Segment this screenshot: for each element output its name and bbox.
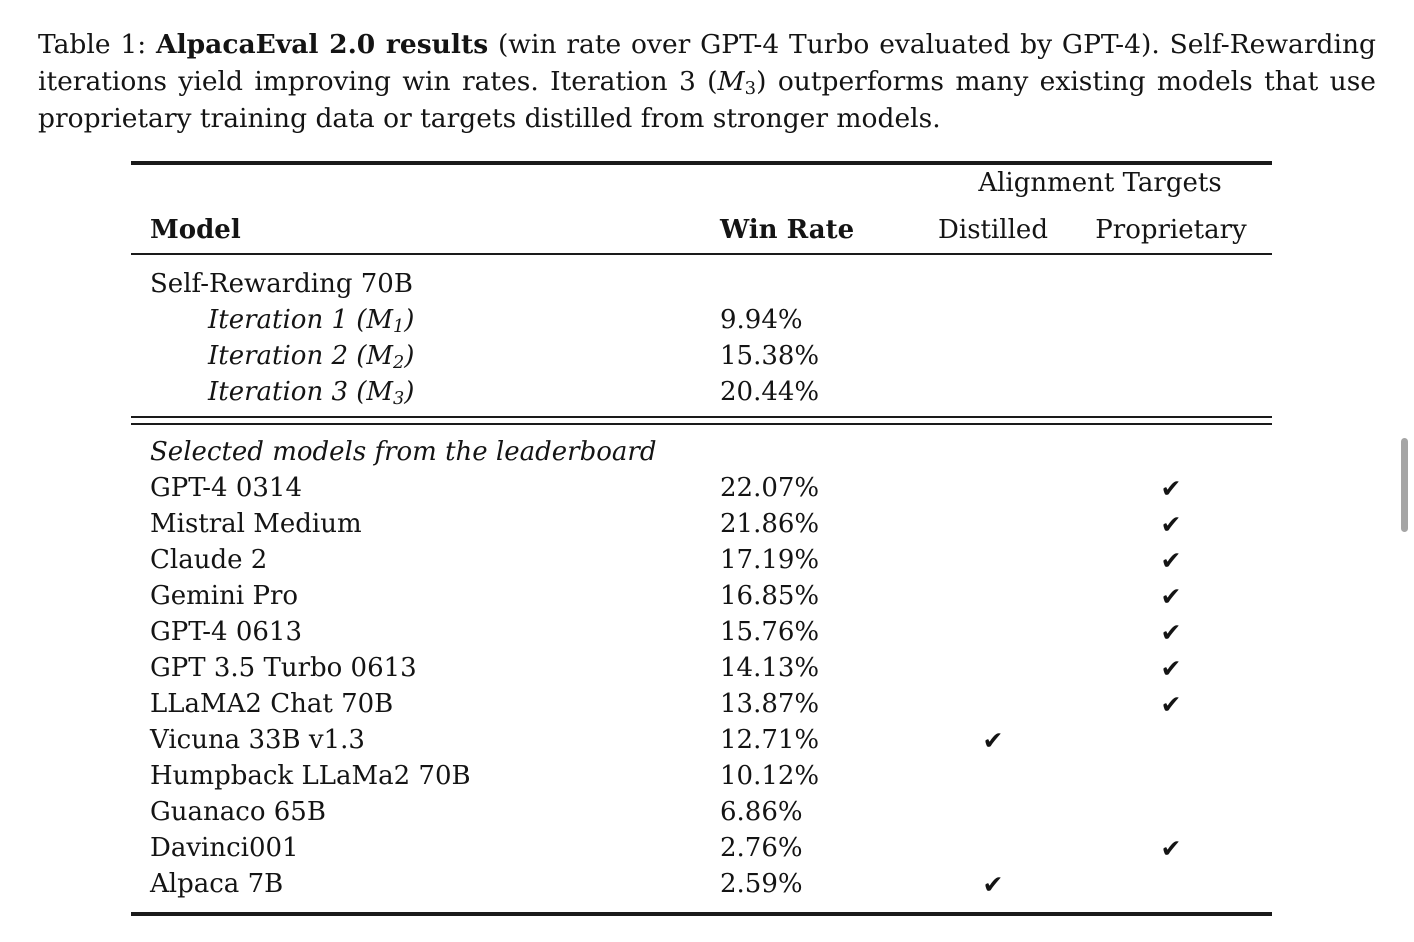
win-rate-value: 6.86% bbox=[720, 797, 803, 827]
table-row bbox=[131, 338, 1272, 374]
win-rate-value: 20.44% bbox=[720, 377, 820, 407]
caption-title: AlpacaEval 2.0 results bbox=[156, 29, 489, 60]
caption-m3-symbol: M bbox=[717, 66, 745, 97]
win-rate-value: 10.12% bbox=[720, 761, 820, 791]
model-name: Guanaco 65B bbox=[150, 797, 326, 827]
model-name: GPT-4 0613 bbox=[150, 617, 303, 647]
checkmark-icon: ✔ bbox=[1160, 833, 1182, 863]
column-header-win-rate: Win Rate bbox=[720, 215, 855, 245]
table-row bbox=[131, 758, 1272, 794]
table-row bbox=[131, 470, 1272, 506]
win-rate-value: 13.87% bbox=[720, 689, 820, 719]
caption-m3-subscript: 3 bbox=[744, 77, 757, 99]
table-row bbox=[131, 866, 1272, 902]
checkmark-icon: ✔ bbox=[1160, 617, 1182, 647]
table-bottom-rule bbox=[131, 912, 1272, 916]
group-label: Selected models from the leaderboard bbox=[150, 437, 657, 467]
table-row bbox=[131, 722, 1272, 758]
model-name: Iteration 2 $(M_2)$ bbox=[208, 341, 415, 373]
checkmark-icon: ✔ bbox=[1160, 689, 1182, 719]
table-row bbox=[131, 302, 1272, 338]
model-name: Vicuna 33B v1.3 bbox=[150, 725, 365, 755]
table-row bbox=[131, 614, 1272, 650]
section-leaderboard bbox=[131, 425, 1272, 912]
checkmark-icon: ✔ bbox=[982, 869, 1004, 899]
caption-body-2: ) outperforms many existing models that use proprietary training data or targets distilled from stronger models. bbox=[38, 66, 1376, 134]
checkmark-icon: ✔ bbox=[1160, 581, 1182, 611]
checkmark-icon: ✔ bbox=[982, 725, 1004, 755]
model-name: Iteration 3 $(M_3)$ bbox=[208, 377, 415, 409]
win-rate-value: 9.94% bbox=[720, 305, 803, 335]
table-row bbox=[131, 686, 1272, 722]
table-row bbox=[131, 266, 1272, 302]
win-rate-value: 14.13% bbox=[720, 653, 820, 683]
model-name: GPT 3.5 Turbo 0613 bbox=[150, 653, 417, 683]
model-name: Humpback LLaMa2 70B bbox=[150, 761, 471, 791]
win-rate-value: 17.19% bbox=[720, 545, 820, 575]
model-name: Mistral Medium bbox=[150, 509, 362, 539]
model-name: Gemini Pro bbox=[150, 581, 299, 611]
checkmark-icon: ✔ bbox=[1160, 545, 1182, 575]
table-caption bbox=[38, 26, 1376, 137]
column-group-header-alignment-targets: Alignment Targets bbox=[978, 168, 1222, 198]
model-name: Davinci001 bbox=[150, 833, 299, 863]
checkmark-icon: ✔ bbox=[1160, 473, 1182, 503]
checkmark-icon: ✔ bbox=[1160, 509, 1182, 539]
table-row bbox=[131, 794, 1272, 830]
table-header bbox=[131, 165, 1272, 253]
caption-table-number: Table 1: bbox=[38, 29, 157, 60]
win-rate-value: 12.71% bbox=[720, 725, 820, 755]
model-name: LLaMA2 Chat 70B bbox=[150, 689, 394, 719]
win-rate-value: 15.38% bbox=[720, 341, 820, 371]
table-row bbox=[131, 830, 1272, 866]
model-name: Claude 2 bbox=[150, 545, 268, 575]
table-row bbox=[131, 650, 1272, 686]
caption-body-1: (win rate over GPT-4 Turbo evaluated by GPT-4). Self-Rewarding iterations yield improving win rates. Iteration 3 ( bbox=[38, 29, 1376, 97]
model-name: Iteration 1 $(M_1)$ bbox=[208, 305, 415, 337]
section-self-rewarding bbox=[131, 255, 1272, 416]
win-rate-value: 2.59% bbox=[720, 869, 803, 899]
model-name: Alpaca 7B bbox=[150, 869, 284, 899]
group-label: Self-Rewarding 70B bbox=[150, 269, 413, 299]
column-header-proprietary: Proprietary bbox=[1095, 215, 1247, 245]
section-divider-double-rule bbox=[131, 416, 1272, 425]
table-row bbox=[131, 434, 1272, 470]
table-row bbox=[131, 578, 1272, 614]
table-row bbox=[131, 374, 1272, 410]
scrollbar-thumb[interactable] bbox=[1401, 438, 1408, 532]
model-name: GPT-4 0314 bbox=[150, 473, 303, 503]
win-rate-value: 21.86% bbox=[720, 509, 820, 539]
table-row bbox=[131, 506, 1272, 542]
table-row bbox=[131, 542, 1272, 578]
win-rate-value: 22.07% bbox=[720, 473, 820, 503]
checkmark-icon: ✔ bbox=[1160, 653, 1182, 683]
column-header-row bbox=[131, 215, 1272, 245]
column-header-model: Model bbox=[150, 215, 241, 245]
column-header-distilled: Distilled bbox=[938, 215, 1048, 245]
win-rate-value: 2.76% bbox=[720, 833, 803, 863]
win-rate-value: 16.85% bbox=[720, 581, 820, 611]
results-table bbox=[131, 161, 1272, 916]
win-rate-value: 15.76% bbox=[720, 617, 820, 647]
